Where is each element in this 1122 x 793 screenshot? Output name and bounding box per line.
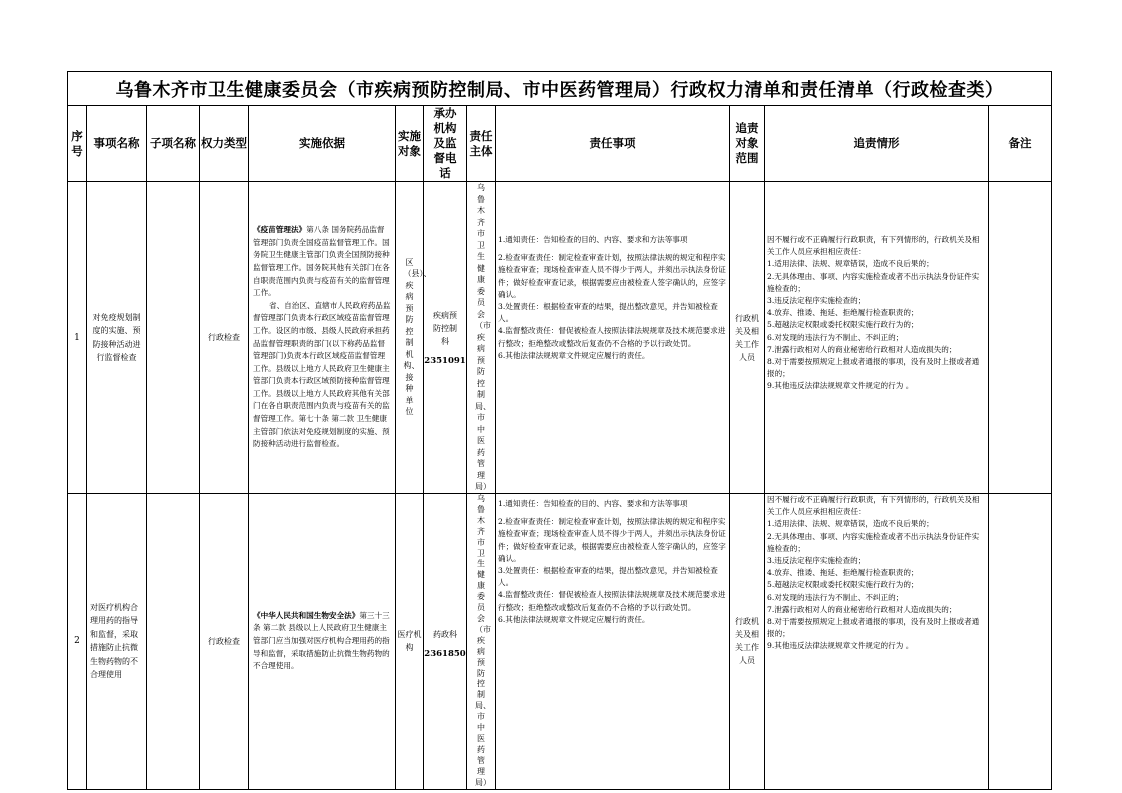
row-pursue-cases [765,182,989,494]
header-item-name: 事项名称 [87,106,147,182]
pursue-case: 5.超越法定权限或委托权限实施行政行为的； [767,580,919,590]
resp-item: 4.监督整改责任：督促被检查人按照法律法规规章及技术规范要求进行整改；拒绝整改或整改后复查仍不合格的予以行政处罚。 [498,590,726,612]
dept-name: 疾病预防控制科 [433,310,457,346]
table-row [68,182,1052,494]
resp-item: 2.检查审查责任：制定检查审查计划，按照法律法规的规定和程序实施检查审查；现场检查审查人员不得少于两人，并须出示执法身份证件；做好检查审查记录，根据需要应由被检查人签字确认的，应签字确认。 [498,253,726,299]
basis-text: 第八条 国务院药品监督管理部门负责全国疫苗监督管理工作。国务院卫生健康主管部门负责全国预防接种监督管理工作。国务院其他有关部门在各自职责范围内负责与疫苗有关的监督管理工作。 [253,225,390,298]
resp-item: 4.监督整改责任：督促被检查人按照法律法规规章及技术规范要求进行整改；拒绝整改或整改后复查仍不合格的予以行政处罚。 [498,326,726,348]
pursue-case: 4.放弃、推诿、拖延、拒绝履行检查职责的； [767,568,919,578]
pursue-case: 6.对发现的违法行为不制止、不纠正的； [767,332,904,342]
dept-phone: 2361850 [424,649,466,660]
pursue-case: 1.适用法律、法规、规章错误，造成不良后果的； [767,259,934,269]
row-basis [249,494,396,790]
row-basis [249,182,396,494]
row-resp-items [496,494,730,790]
resp-item: 6.其他法律法规规章文件规定应履行的责任。 [498,350,650,360]
power-list-table [67,71,1052,790]
header-power-type: 权力类型 [200,106,249,182]
header-dept-phone: 承办机构及监督电话 [424,106,467,182]
header-remark: 备注 [989,106,1052,182]
pursue-case: 5.超越法定权限或委托权限实施行政行为的； [767,320,919,330]
row-power-type: 行政检查 [200,182,249,494]
header-pursue-scope: 追责对象范围 [730,106,765,182]
header-target: 实施对象 [396,106,424,182]
row-target: 医疗机构 [396,494,424,790]
row-pursue-scope: 行政机关及相关工作人员 [730,494,765,790]
page-title: 乌鲁木齐市卫生健康委员会（市疾病预防控制局、市中医药管理局）行政权力清单和责任清单（行政检查类） [68,72,1052,106]
row-resp-subject: 乌鲁木齐市卫生健康委员会（市疾病预防控制局、市中医药管理局） [467,182,496,494]
resp-item: 6.其他法律法规规章文件规定应履行的责任。 [498,614,650,624]
table-row [68,494,1052,790]
resp-item: 3.处置责任：根据检查审查的结果，提出整改意见，并告知被检查人。 [498,302,718,324]
pursue-case: 7.泄露行政相对人的商业秘密给行政相对人造成损失的； [767,344,957,354]
row-pursue-scope: 行政机关及相关工作人员 [730,182,765,494]
header-resp-subject: 责任主体 [467,106,496,182]
header-row [68,106,1052,182]
pursue-case: 2.无具体理由、事项、内容实施检查或者不出示执法身份证件实施检查的； [767,531,980,553]
row-resp-subject: 乌鲁木齐市卫生健康委员会（市疾病预防控制局、市中医药管理局） [467,494,496,790]
row-remark [989,494,1052,790]
row-dept-phone [424,494,467,790]
pursue-case: 3.违反法定程序实施检查的； [767,556,866,566]
row-item-name: 对医疗机构合理用药的指导和监督，采取措施防止抗微生物药物的不合理使用 [87,494,147,790]
row-seq: 1 [68,182,87,494]
dept-name: 药政科 [433,630,457,640]
pursue-case: 9.其他违反法律法规规章文件规定的行为 。 [767,641,914,651]
pursue-case: 4.放弃、推诿、拖延、拒绝履行检查职责的； [767,308,919,318]
resp-item: 1.通知责任：告知检查的目的、内容、要求和方法等事项 [498,499,688,508]
row-resp-items [496,182,730,494]
basis-text: 第三十三条 第二款 县级以上人民政府卫生健康主管部门应当加强对医疗机构合理用药的指导和监督，采取措施防止抗微生物药物的不合理使用。 [253,610,390,671]
resp-item: 2.检查审查责任：制定检查审查计划，按照法律法规的规定和程序实施检查审查；现场检查审查人员不得少于两人，并须出示执法身份证件；做好检查审查记录，根据需要应由被检查人签字确认的，应签字确认。 [498,517,726,563]
row-power-type: 行政检查 [200,494,249,790]
header-resp-items: 责任事项 [496,106,730,182]
pursue-case: 8.对于需要按照规定上报或者通报的事项，没有及时上报或者通报的； [767,357,980,379]
row-remark [989,182,1052,494]
basis-text: 省、自治区、直辖市人民政府药品监督管理部门负责本行政区域疫苗监督管理工作。设区的市级、县级人民政府承担药品监督管理职责的部门(以下称药品监督管理部门)负责本行政区域疫苗监督管理工作。县级以上地方人民政府卫生健康主管部门负责本行政区域预防接种监督管理工作。县级以上地方人民政府其他有关部门在各自职责范围内负责与疫苗有关的监督管理工作。第七十条 第二款 卫生健康主管部门依法对免疫规划制度的实施、预防接种活动进行监督检查。 [253,300,391,449]
row-item-name: 对免疫规划制度的实施、预防接种活动进行监督检查 [87,182,147,494]
resp-item: 1.通知责任：告知检查的目的、内容、要求和方法等事项 [498,235,688,244]
pursue-case: 8.对于需要按照规定上报或者通报的事项，没有及时上报或者通报的； [767,617,980,639]
row-sub-item [147,494,200,790]
row-target: 区（县）、疾病预防控制机构、接种单位 [396,182,424,494]
header-pursue-cases: 追责情形 [765,106,989,182]
basis-law-name: 《疫苗管理法》 [253,225,307,235]
header-seq: 序号 [68,106,87,182]
pursue-case: 7.泄露行政相对人的商业秘密给行政相对人造成损失的； [767,604,957,614]
row-sub-item [147,182,200,494]
pursue-case: 2.无具体理由、事项、内容实施检查或者不出示执法身份证件实施检查的； [767,271,980,293]
header-sub-item: 子项名称 [147,106,200,182]
pursue-case: 因不履行或不正确履行行政职责，有下列情形的，行政机关及相关工作人员应承担相应责任： [767,235,980,257]
resp-item: 3.处置责任：根据检查审查的结果，提出整改意见，并告知被检查人。 [498,566,718,588]
pursue-case: 因不履行或不正确履行行政职责，有下列情形的，行政机关及相关工作人员应承担相应责任： [767,495,980,517]
header-basis: 实施依据 [249,106,396,182]
row-pursue-cases [765,494,989,790]
pursue-case: 6.对发现的违法行为不制止、不纠正的； [767,592,904,602]
pursue-case: 9.其他违反法律法规规章文件规定的行为 。 [767,381,914,391]
row-dept-phone [424,182,467,494]
row-seq: 2 [68,494,87,790]
dept-phone: 2351091 [424,355,466,366]
basis-law-name: 《中华人民共和国生物安全法》 [253,610,360,620]
pursue-case: 1.适用法律、法规、规章错误，造成不良后果的； [767,519,934,529]
pursue-case: 3.违反法定程序实施检查的； [767,296,866,306]
